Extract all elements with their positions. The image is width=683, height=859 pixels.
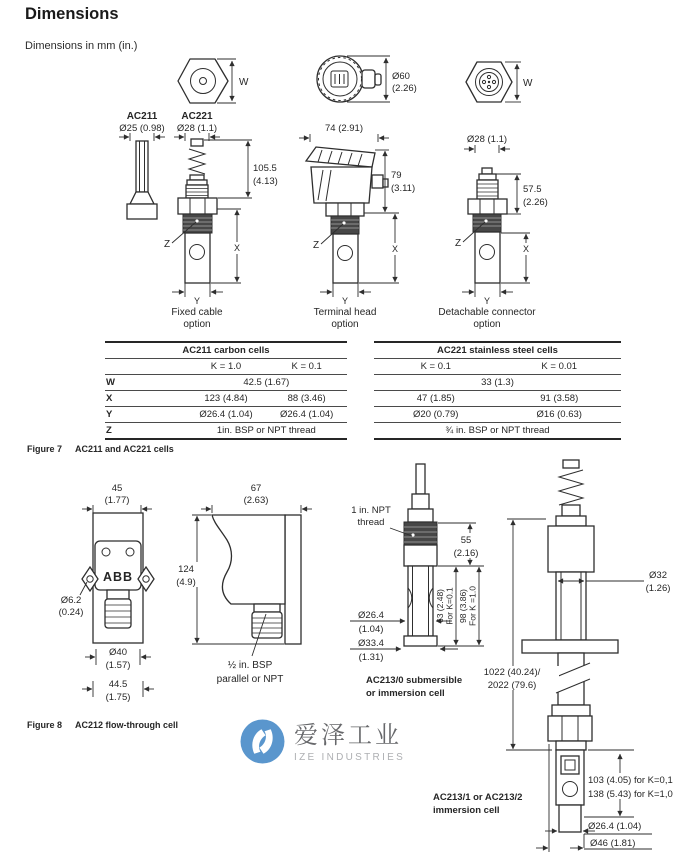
ac211-w-value: 42.5 (1.67) — [186, 375, 347, 391]
ac213-12-body-dia: Ø46 (1.81) — [590, 838, 636, 849]
x-label-terminal: X — [391, 244, 399, 254]
ac221-stainless-cells-table — [374, 341, 621, 440]
figure8-text: AC212 flow-through cell — [75, 720, 179, 730]
units-note: Dimensions in mm (in.) — [25, 40, 138, 52]
ac213-0-caption-1: AC213/0 submersible — [366, 675, 463, 686]
ac213-0-cell — [350, 464, 484, 699]
ac211-col-k01: K = 0.1 — [266, 359, 347, 375]
ear-hole-in: (0.24) — [58, 607, 84, 618]
ac211-table-corner — [105, 359, 186, 375]
ac221-w-value: 33 (1.3) — [374, 375, 621, 391]
w-dim-label: W — [239, 77, 249, 88]
ac211-z-value: 1in. BSP or NPT thread — [186, 423, 347, 440]
ac213-12-caption-2: immersion cell — [433, 805, 500, 816]
ac213-0-h-in: (2.16) — [453, 548, 479, 559]
table-row — [374, 391, 621, 407]
ac221-len-mm: 105.5 — [253, 163, 277, 174]
terminal-head-probe — [299, 123, 415, 330]
ac221-fixed-cable-probe — [164, 111, 278, 330]
y-label-detach: Y — [483, 296, 491, 306]
ac213-0-d1-mm: Ø26.4 — [358, 610, 384, 621]
ac213-12-k1: 103 (4.05) for K=0,1 — [588, 775, 673, 786]
k10-dim: 98 (3.86) — [458, 588, 468, 624]
ize-logo-icon — [240, 719, 285, 764]
ac221-name: AC221 — [181, 111, 213, 122]
terminal-head-top-view — [317, 56, 417, 102]
ac213-12-tip-dia: Ø26.4 (1.04) — [588, 821, 642, 832]
y-label-terminal: Y — [341, 296, 349, 306]
watermark-cn: 爱泽工业 — [294, 722, 402, 749]
ac221-z-value: ¾ in. BSP or NPT thread — [374, 423, 621, 440]
ac213-0-d2-in: (1.31) — [358, 652, 384, 663]
watermark — [240, 719, 405, 764]
ear-hole-mm: Ø6.2 — [60, 595, 82, 606]
watermark-text — [294, 719, 405, 763]
detach-h-mm: 57.5 — [523, 184, 542, 195]
ac213-0-caption-2: or immersion cell — [366, 688, 445, 699]
ac211-name: AC211 — [126, 111, 158, 122]
x-label-fixed: X — [233, 243, 241, 253]
row-label-z: Z — [105, 423, 186, 440]
z-label-terminal: Z — [312, 240, 320, 251]
row-label-x: X — [105, 391, 186, 407]
head-dia-in: (2.26) — [392, 83, 417, 94]
watermark-en: IZE INDUSTRIES — [294, 752, 406, 763]
figure7-text: AC211 and AC221 cells — [75, 444, 174, 454]
ac213-12-len-2: 2022 (79.6) — [487, 680, 537, 691]
connector-top-view — [466, 62, 533, 102]
ac213-12-cell — [433, 460, 677, 852]
row-label-y: Y — [105, 407, 186, 423]
k10-for: For K =1.0 — [467, 586, 478, 626]
npt-thread-label-1: 1 in. NPT — [351, 505, 391, 516]
ac211-carbon-cells-table — [105, 341, 347, 440]
ac211-probe — [119, 111, 165, 219]
side-w-mm: 67 — [250, 483, 262, 494]
hex-cap-top-view — [178, 59, 249, 103]
ac221-y-k01: Ø20 (0.79) — [374, 407, 498, 423]
terminal-caption-2: option — [331, 319, 359, 330]
abb-logo-text: ABB — [102, 570, 134, 584]
ac213-0-d1-in: (1.04) — [358, 624, 384, 635]
plate-w-mm: 44.5 — [108, 679, 128, 690]
terminal-caption-1: Terminal head — [313, 307, 377, 318]
ac213-0-d2-mm: Ø33.4 — [358, 638, 384, 649]
ac221-x-k001: 91 (3.58) — [498, 391, 622, 407]
front-w-mm: 45 — [111, 483, 123, 494]
side-h-in: (4.9) — [176, 577, 196, 588]
x-label-detach: X — [522, 244, 530, 254]
row-label-w: W — [105, 375, 186, 391]
z-label-fixed: Z — [163, 239, 171, 250]
gland-dia-in: (1.57) — [105, 660, 131, 671]
ac221-len-in: (4.13) — [253, 176, 278, 187]
detach-caption-2: option — [473, 319, 501, 330]
page-title: Dimensions — [25, 5, 119, 23]
detach-caption-1: Detachable connector — [438, 307, 536, 318]
ac213-0-h-mm: 55 — [460, 535, 472, 546]
figure7-label: Figure 7 — [27, 444, 63, 454]
table-row — [374, 423, 621, 440]
terminal-width: 74 (2.91) — [324, 123, 364, 134]
ac213-12-len-1: 1022 (40.24)/ — [483, 667, 541, 678]
table-row — [105, 391, 347, 407]
ac211-x-k01: 88 (3.46) — [266, 391, 347, 407]
ac213-12-dia-in: (1.26) — [645, 583, 671, 594]
gland-dia-mm: Ø40 — [109, 647, 127, 658]
table-row — [105, 407, 347, 423]
table-row — [374, 407, 621, 423]
table-row — [105, 423, 347, 440]
detach-dia: Ø28 (1.1) — [466, 134, 508, 145]
ac213-12-dia-mm: Ø32 — [649, 570, 667, 581]
w-dim-label-2: W — [523, 78, 533, 89]
figure7-caption — [27, 444, 174, 454]
k01-for: For K=0.1 — [444, 587, 455, 625]
side-w-in: (2.63) — [243, 495, 269, 506]
ac221-y-k001: Ø16 (0.63) — [498, 407, 622, 423]
ac212-front-view — [59, 483, 154, 703]
ac221-table-title: AC221 stainless steel cells — [374, 342, 621, 359]
k01-dim: 63 (2.48) — [435, 588, 445, 624]
ac211-y-k01: Ø26.4 (1.04) — [266, 407, 347, 423]
fixed-caption-2: option — [183, 319, 211, 330]
fixed-caption-1: Fixed cable — [171, 307, 223, 318]
ac212-side-view — [172, 483, 312, 685]
ac221-x-k01: 47 (1.85) — [374, 391, 498, 407]
side-h-mm: 124 — [178, 564, 194, 575]
ac213-12-k2: 138 (5.43) for K=1,0 — [588, 789, 673, 800]
bsp-note-2: parallel or NPT — [216, 674, 284, 685]
ac213-12-caption-1: AC213/1 or AC213/2 — [433, 792, 523, 803]
z-label-detach: Z — [454, 238, 462, 249]
table-row — [374, 375, 621, 391]
front-w-in: (1.77) — [104, 495, 130, 506]
plate-w-in: (1.75) — [105, 692, 131, 703]
table-row — [105, 375, 347, 391]
ac221-col-k001: K = 0.01 — [498, 359, 622, 375]
y-label-fixed: Y — [193, 296, 201, 306]
terminal-h-in: (3.11) — [391, 183, 416, 194]
npt-thread-label-2: thread — [357, 517, 385, 528]
head-dia-mm: Ø60 — [392, 71, 410, 82]
detachable-connector-probe — [438, 134, 547, 330]
ac211-table-title: AC211 carbon cells — [105, 342, 347, 359]
terminal-h-mm: 79 — [391, 170, 402, 181]
ac211-col-k10: K = 1.0 — [186, 359, 267, 375]
ac221-dia: Ø28 (1.1) — [176, 123, 218, 134]
ac211-dia: Ø25 (0.98) — [119, 123, 165, 134]
ac211-x-k10: 123 (4.84) — [186, 391, 267, 407]
ac211-y-k10: Ø26.4 (1.04) — [186, 407, 267, 423]
detach-h-in: (2.26) — [523, 197, 548, 208]
ac221-col-k01: K = 0.1 — [374, 359, 498, 375]
figure8-label: Figure 8 — [27, 720, 63, 730]
figure8-caption — [27, 720, 178, 730]
bsp-note-1: ½ in. BSP — [227, 660, 273, 671]
